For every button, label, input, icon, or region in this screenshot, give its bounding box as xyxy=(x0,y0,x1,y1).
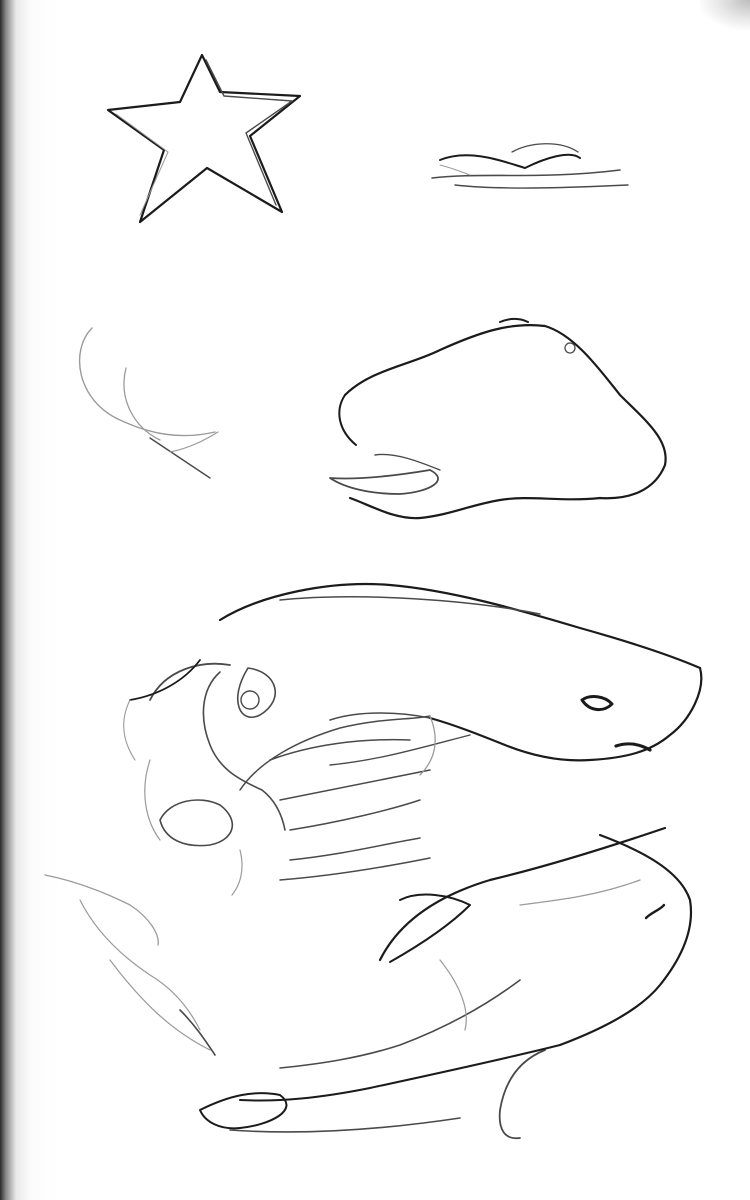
faint-fish-sketch-icon xyxy=(80,328,218,478)
whale-sketch-icon xyxy=(220,584,701,765)
background-strokes xyxy=(45,700,215,1055)
small-fish-sketch-icon xyxy=(432,144,628,188)
dolphin-sketch-icon xyxy=(200,828,691,1138)
octopus-sketch-icon xyxy=(130,660,435,895)
fish-sketch-icon xyxy=(330,319,666,518)
star-sketch-icon xyxy=(108,55,300,222)
